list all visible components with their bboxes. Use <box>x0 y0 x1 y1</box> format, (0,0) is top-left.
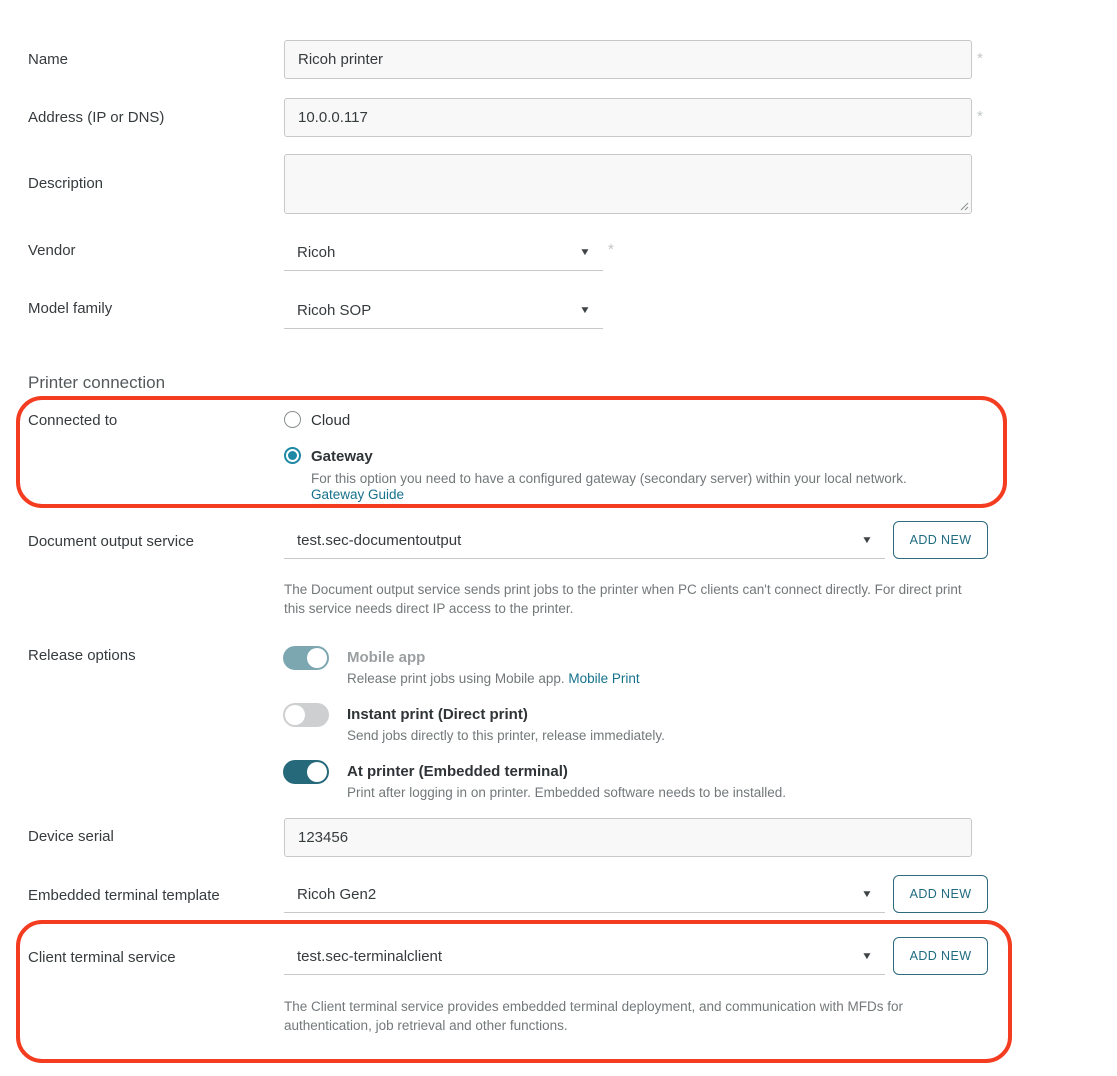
vendor-select-value: Ricoh <box>297 243 336 261</box>
address-input[interactable] <box>284 98 972 137</box>
printer-connection-heading: Printer connection <box>28 373 166 392</box>
client-terminal-help-text: The Client terminal service provides embedded terminal deployment, and communication with MFDs for authentication, job retrieval and other functions. <box>284 999 904 1034</box>
annotation-box-connected-to <box>16 396 1007 508</box>
at-printer-toggle[interactable] <box>283 760 329 784</box>
at-printer-toggle-label: At printer (Embedded terminal) <box>347 763 568 780</box>
embedded-template-select-value: Ricoh Gen2 <box>297 885 377 903</box>
vendor-label: Vendor <box>28 242 76 259</box>
description-field-wrap <box>284 154 972 214</box>
client-terminal-add-new-button[interactable]: ADD NEW <box>893 937 988 975</box>
radio-cloud-label[interactable]: Cloud <box>311 412 351 429</box>
model-family-select-value: Ricoh SOP <box>297 301 372 319</box>
description-textarea[interactable] <box>284 154 972 214</box>
name-input[interactable] <box>284 40 972 79</box>
client-terminal-select[interactable] <box>284 938 885 975</box>
chevron-down-icon: ▼ <box>861 888 873 900</box>
embedded-template-add-new-button[interactable]: ADD NEW <box>893 875 988 913</box>
device-serial-input[interactable] <box>284 818 972 857</box>
at-printer-help-text: Print after logging in on printer. Embedded software needs to be installed. <box>347 785 787 800</box>
document-output-select-value: test.sec-documentoutput <box>297 531 462 549</box>
mobile-app-toggle[interactable] <box>283 646 329 670</box>
document-output-help-text: The Document output service sends print jobs to the printer when PC clients can't connect directly. For direct print this service needs direct IP access to the printer. <box>284 582 962 617</box>
address-required-marker: * <box>977 108 983 125</box>
instant-print-toggle-label: Instant print (Direct print) <box>347 706 528 723</box>
name-label: Name <box>28 51 69 68</box>
description-label: Description <box>28 175 104 192</box>
document-output-select[interactable] <box>284 522 885 559</box>
mobile-app-toggle-label: Mobile app <box>347 649 426 666</box>
vendor-required-marker: * <box>608 241 614 258</box>
mobile-print-link[interactable]: Mobile Print <box>568 671 640 686</box>
vendor-select[interactable] <box>284 234 603 271</box>
client-terminal-select-value: test.sec-terminalclient <box>297 947 443 965</box>
radio-gateway[interactable] <box>284 447 301 464</box>
model-family-select[interactable] <box>284 292 603 329</box>
toggle-knob <box>307 648 327 668</box>
name-required-marker: * <box>977 50 983 67</box>
mobile-app-help-text <box>347 669 947 688</box>
gateway-help-text: For this option you need to have a configured gateway (secondary server) within your local network. <box>311 471 907 486</box>
chevron-down-icon: ▼ <box>861 534 873 546</box>
document-output-add-new-button[interactable]: ADD NEW <box>893 521 988 559</box>
address-label: Address (IP or DNS) <box>28 109 165 126</box>
client-terminal-label: Client terminal service <box>28 949 176 966</box>
model-family-label: Model family <box>28 300 113 317</box>
connected-to-label: Connected to <box>28 412 118 429</box>
gateway-guide-link[interactable]: Gateway Guide <box>311 487 405 502</box>
chevron-down-icon: ▼ <box>579 304 591 316</box>
embedded-template-select[interactable] <box>284 876 885 913</box>
embedded-template-label: Embedded terminal template <box>28 887 220 904</box>
release-options-label: Release options <box>28 647 136 664</box>
device-serial-label: Device serial <box>28 828 114 845</box>
toggle-knob <box>285 705 305 725</box>
resize-handle-icon[interactable] <box>959 201 969 211</box>
chevron-down-icon: ▼ <box>579 246 591 258</box>
chevron-down-icon: ▼ <box>861 950 873 962</box>
toggle-knob <box>307 762 327 782</box>
instant-print-toggle[interactable] <box>283 703 329 727</box>
mobile-app-help-sentence: Release print jobs using Mobile app. <box>347 671 565 686</box>
instant-print-help-text: Send jobs directly to this printer, release immediately. <box>347 728 665 743</box>
document-output-label: Document output service <box>28 533 194 550</box>
radio-gateway-label[interactable]: Gateway <box>311 448 373 465</box>
radio-cloud[interactable] <box>284 411 301 428</box>
